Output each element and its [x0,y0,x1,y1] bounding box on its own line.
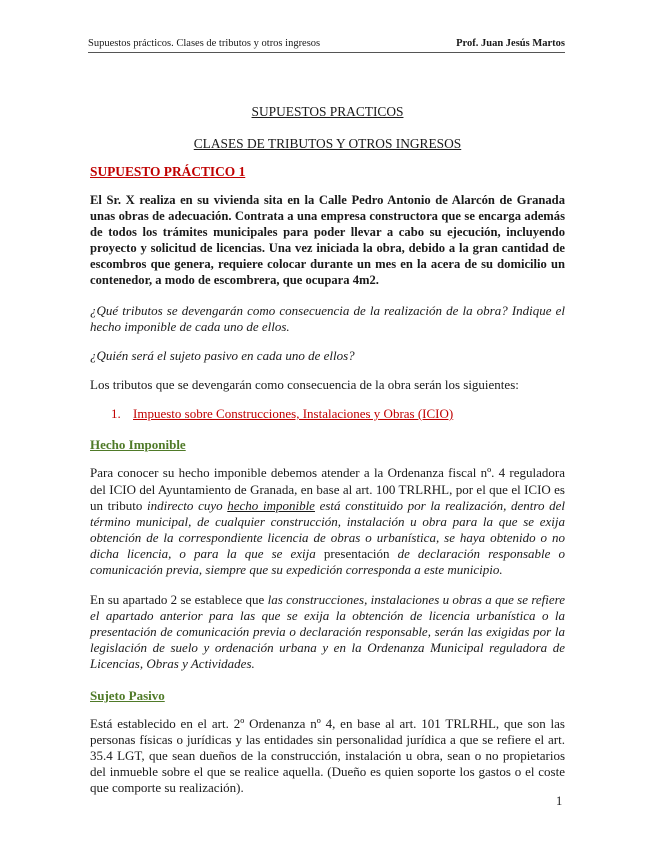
sujeto-paragraph-1: Está establecido en el art. 2º Ordenanza nº 4, en base al art. 101 TRLRHL, que son las personas físicas o jurídicas y las entidades sin personalidad jurídica a que se refiere el art. 35.4 LGT, que sean dueños de la construcción, instalación u obra, sean o no propietarios del inmueble sobre el que se realice aquella. (Dueño es quien soporte los gastos o el coste que comporte su realización). [90,715,565,796]
list-item [90,406,565,422]
text-run-italic: indirecto cuyo [146,497,228,513]
text-run-italic-underlined: hecho imponible [227,497,315,513]
hecho-imponible-heading: Hecho Imponible [90,437,186,453]
hecho-paragraph-1 [90,465,565,578]
text-run-italic: de declaración responsable o comunicación previa, siempre que su expedición corresponda a este municipio. [90,545,565,577]
text-run: En su apartado 2 se establece que [90,592,268,608]
list-item-number: 1. [111,406,121,422]
page-number: 1 [556,794,563,808]
case-statement: El Sr. X realiza en su vivienda sita en la Calle Pedro Antonio de Alarcón de Granada unas obras de adecuación. Contrata a una empresa constructora que se encarga además de todos los trámites municipales para poder llevar a cabo su ejecución, incluyendo proyecto y solicitud de licencias. Una vez iniciada la obra, debido a la gran cantidad de escombros que genera, requiere colocar durante un mes en la acera de su domicilio un contenedor, a modo de escombrera, que ocupara 4m2. [90,192,565,287]
text-run: Para conocer su hecho imponible debemos atender a la Ordenanza fiscal nº. 4 reguladora del ICIO del Ayuntamiento de Granada, en base al art. 100 TRLRHL, por el que el ICIO es un tributo [90,465,565,513]
text-run-italic: está constituido por la realización, dentro del término municipal, de cualquier construcción, instalación u obra para la que se exija obtención de la correspondiente licencia de obras o urbanística, se haya obtenido o no dicha licencia, o para la que se exija [90,497,565,561]
list-item-text: Impuesto sobre Construcciones, Instalaciones y Obras (ICIO) [133,406,454,422]
intro-paragraph: Los tributos que se devengarán como consecuencia de la obra serán los siguientes: [90,376,519,392]
document-body [90,104,565,796]
question-1: ¿Qué tributos se devengarán como consecuencia de la realización de la obra? Indique el hecho imponible de cada uno de ellos. [90,302,565,334]
question-2: ¿Quién será el sujeto pasivo en cada uno de ellos? [90,347,355,363]
hecho-paragraph-2 [90,592,565,672]
header-author: Prof. Juan Jesús Martos [456,38,565,49]
sujeto-pasivo-heading: Sujeto Pasivo [90,687,165,703]
case-heading: SUPUESTO PRÁCTICO 1 [90,164,246,180]
text-run: presentación [323,545,398,561]
header-document-title: Supuestos prácticos. Clases de tributos y otros ingresos [88,38,321,49]
text-run-italic: las construcciones, instalaciones u obras a que se refiere el apartado anterior para las que se exija la obtención de licencia urbanística o la presentación de comunicación previa o declaración responsable, serán las exigidas por la legislación de suelo y ordenación urbana y en la Ordenanza Municipal reguladora de Licencias, Obras y Actividades. [90,592,566,672]
document-title: SUPUESTOS PRACTICOS [251,104,404,119]
page-header [88,38,565,53]
document-subtitle: CLASES DE TRIBUTOS Y OTROS INGRESOS [193,136,462,152]
